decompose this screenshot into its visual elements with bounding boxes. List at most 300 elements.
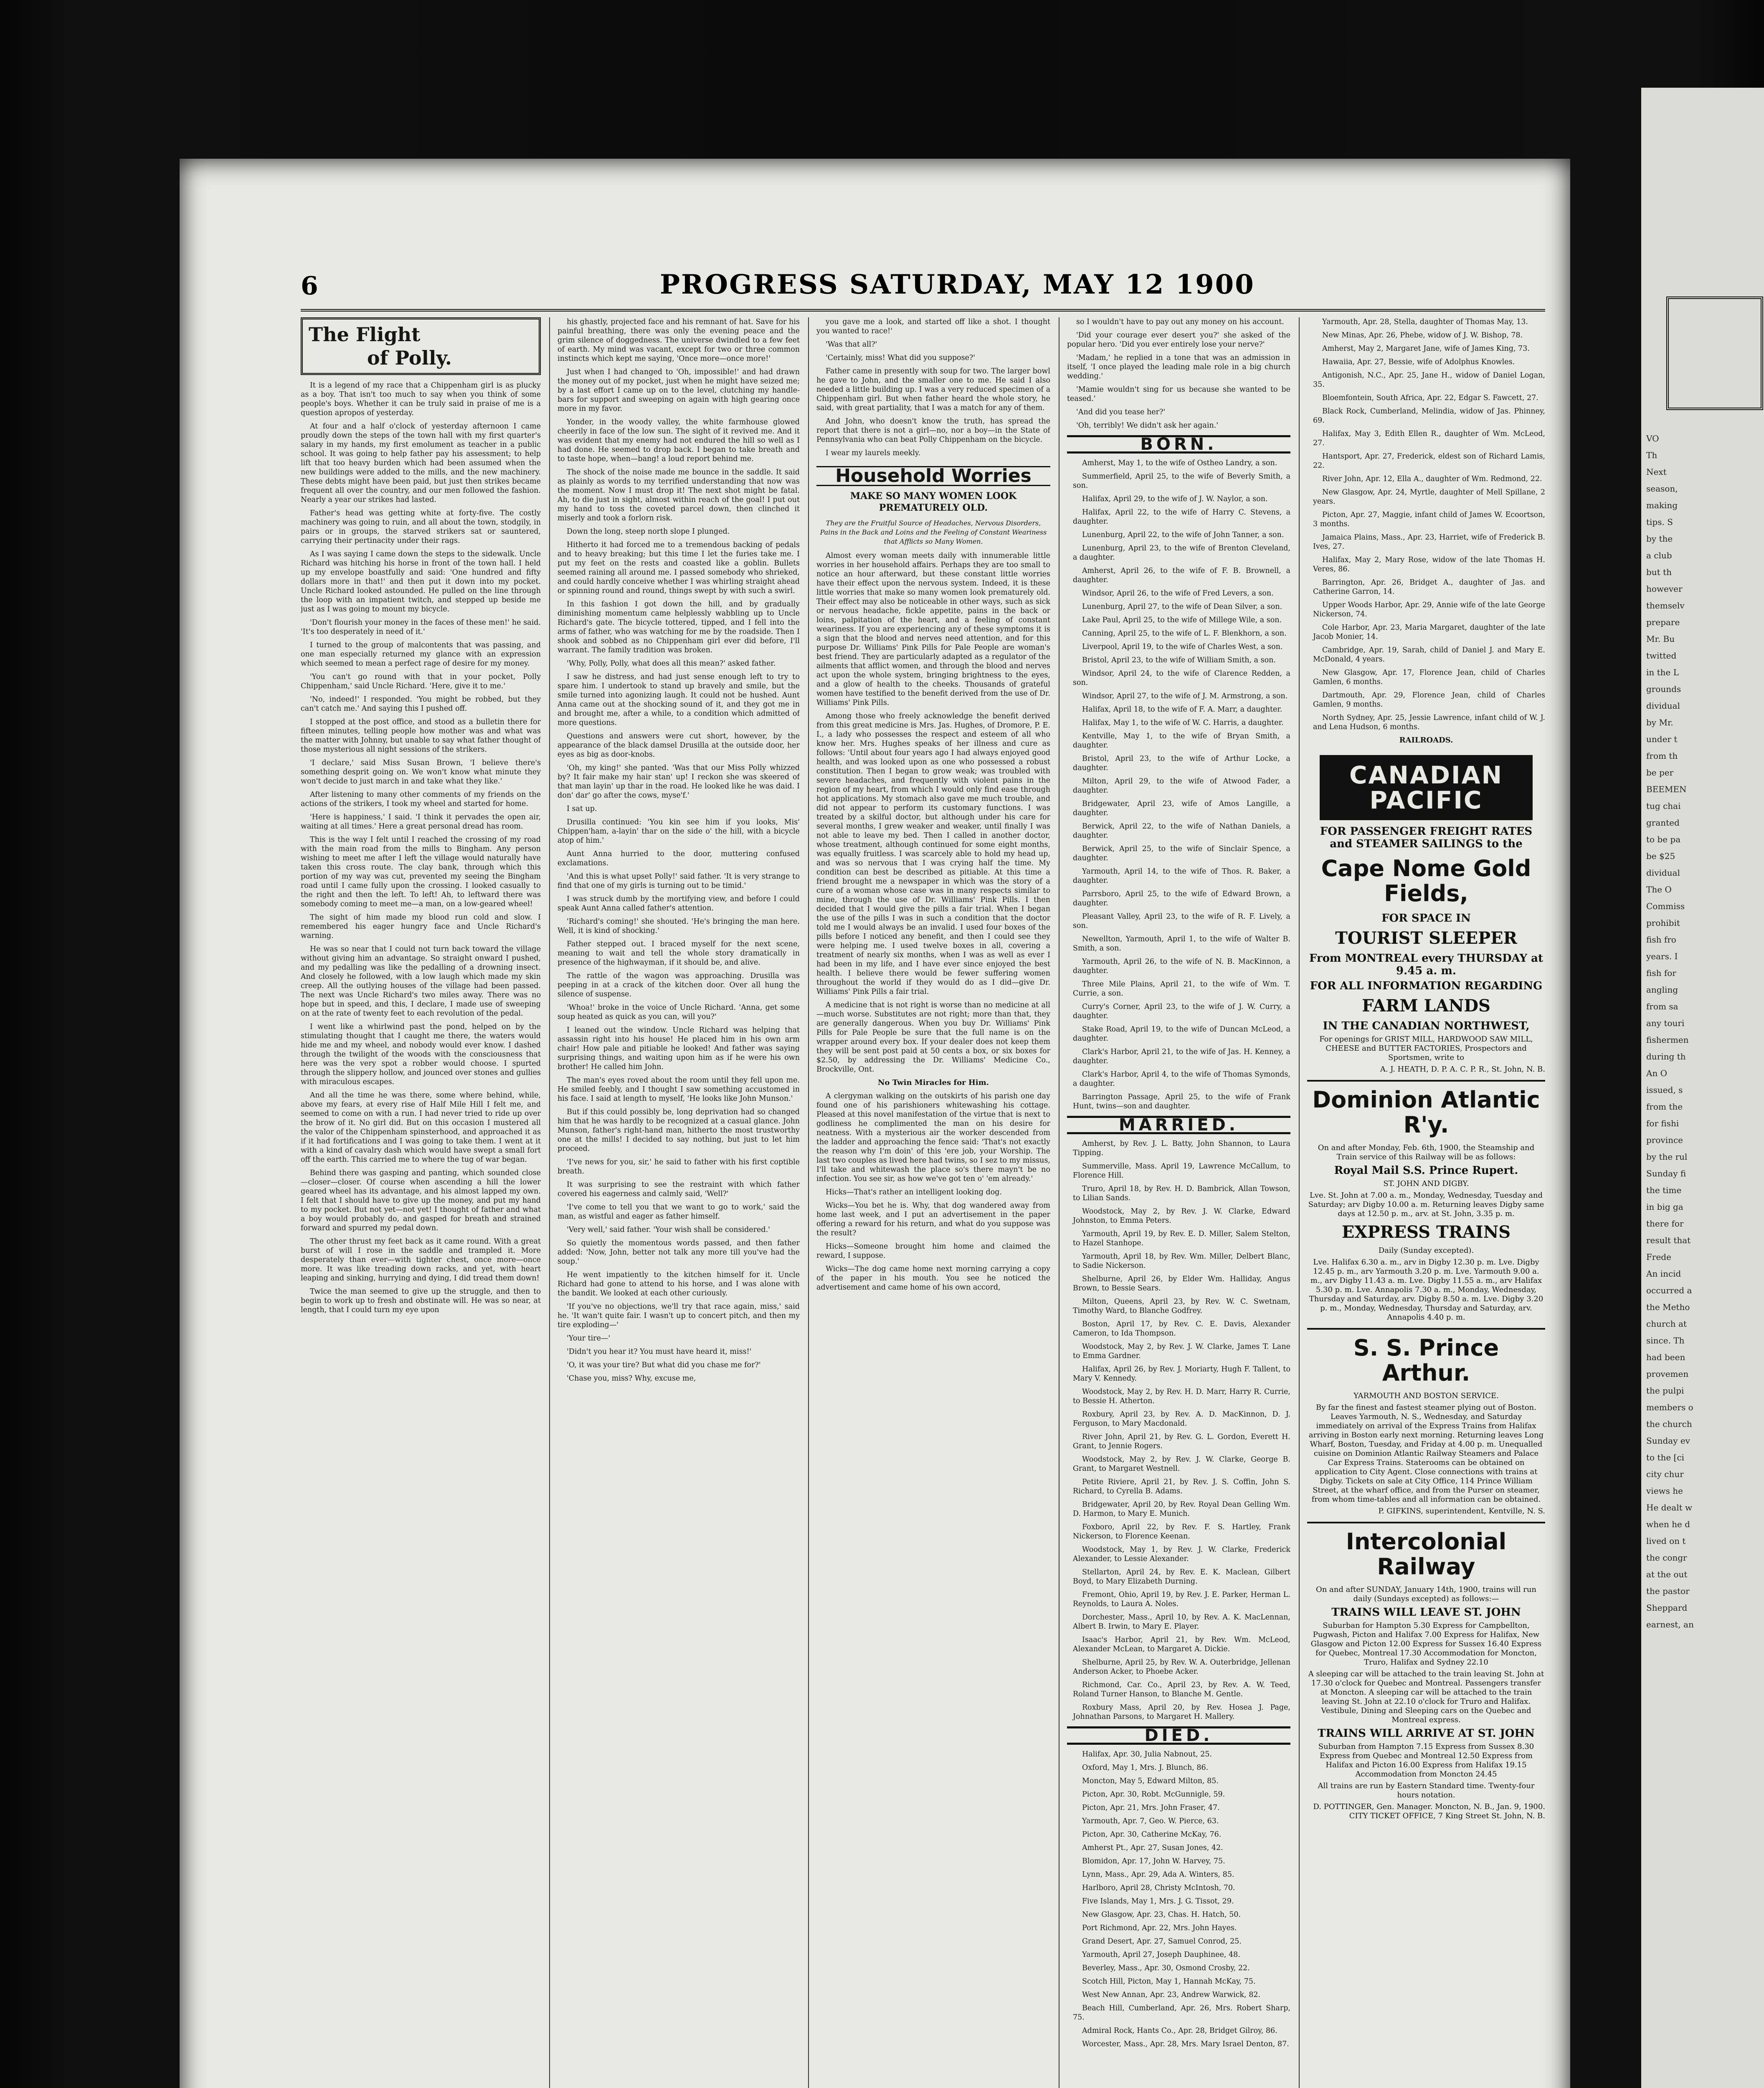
paragraph: 'Madam,' he replied in a tone that was an admission in itself, 'I once played the leading male role in a big church wedding.' (1067, 354, 1290, 380)
paragraph: 'Certainly, miss! What did you suppose?' (826, 354, 976, 362)
canadian-pacific-logo (1320, 755, 1533, 820)
icr-signature: D. POTTINGER, Gen. Manager. Moncton, N. B., Jan. 9, 1900. CITY TICKET OFFICE, 7 King Street St. John, N. B. (1313, 1802, 1545, 1820)
paragraph: And all the time he was there, some where behind, while, above my fears, at every rise of Half Mile Hill I felt me, and seemed to come on with a run. I had never tried to ride up over the brow of it. No girl did. But on this occasion I mustered all the valor of the Chippenham spinsterhood, and approached it as if it had fortifications and I was going to take them. I went at it with a kind of cavalry dash which would have swept a small fort off the earth. This carried me to where the tug of war began. (301, 1091, 541, 1164)
married-heading: MARRIED. (1067, 1116, 1290, 1134)
icr-intro: On and after SUNDAY, January 14th, 1900, trains will run daily (Sundays excepted) as follows:— (1315, 1585, 1537, 1603)
birth-notice: Windsor, April 27, to the wife of J. M. Armstrong, a son. (1082, 692, 1288, 700)
death-notice: Beverley, Mass., Apr. 30, Osmond Crosby, 22. (1082, 1964, 1250, 1972)
fragment-line: provemen (1646, 1369, 1689, 1379)
paragraph: Behind there was gasping and panting, which sounded close—closer—closer. Of course when ascending a hill the lower geared wheel has its advantage, and his almost lapped my own. I felt that I should have to give up the money, and put my hand to my pocket. But not yet—not yet! I thought of father and what a boy would probably do, and gasped for breath and strained forward and spurred my pedal down. (301, 1169, 541, 1232)
column-rule (549, 317, 550, 2088)
adjacent-page-fragment (1641, 88, 1764, 2088)
death-notice: Black Rock, Cumberland, Melindia, widow of Jas. Phinney, 69. (1313, 407, 1545, 425)
paragraph: 'O, it was your tire? But what did you chase me for?' (567, 1361, 761, 1369)
intercolonial-ad (1307, 1529, 1545, 1821)
fragment-line: result that (1646, 1235, 1691, 1245)
paragraph: The rattle of the wagon was approaching. Drusilla was peeping in at a crack of the kitchen door. Over all hung the silence of suspense. (558, 972, 800, 998)
dar-express-times: Lve. Halifax 6.30 a. m., arv in Digby 12.30 p. m. Lve. Digby 12.45 p. m., arv Yarmouth 3.20 p. m. Lve. Yarmouth 9.00 a. m., arv Digby 11.43 a. m. Lve. Digby 11.55 a. m., arv Halifax 5.30 p. m. Lve. Annapolis 7.30 a. m., Monday, Wednesday, Thursday and Saturday, arv. Digby 8.50 a. m. Lve. Digby 3.20 p. m., Monday, Wednesday, Thursday and Saturday, arv. Annapolis 4.40 p. m. (1309, 1258, 1544, 1322)
marriage-notice: Summerville, Mass. April 19, Lawrence McCallum, to Florence Hill. (1073, 1162, 1290, 1180)
fragment-line: from the (1646, 1102, 1683, 1112)
fragment-line: by Mr. (1646, 717, 1673, 727)
prince-arthur-text: By far the finest and fastest steamer plying out of Boston. Leaves Yarmouth, N. S., Wednesday, and Saturday immediately on arrival of the Express Trains from Halifax arriving in Boston early next morning. Returning leaves Long Wharf, Boston, Tuesday, and Friday at 4.00 p. m. Unequalled cuisine on Dominion Atlantic Railway Steamers and Palace Car Express Trains. Staterooms can be obtained on application to City Agent. Close connections with trains at Digby. Tickets on sale at City Office, 114 Prince William Street, at the wharf office, and from the Purser on steamer, from whom time-tables and all information can be obtained. (1308, 1403, 1544, 1504)
paragraph: Hicks—That's rather an intelligent looking dog. (826, 1188, 1002, 1196)
birth-notice: Three Mile Plains, April 21, to the wife of Wm. T. Currie, a son. (1073, 980, 1290, 998)
story-title-line1: The Flight (309, 323, 421, 346)
married-list (1067, 1139, 1290, 1721)
death-notice: Hantsport, Apr. 27, Frederick, eldest son of Richard Lamis, 22. (1313, 452, 1545, 470)
fragment-line: members o (1646, 1402, 1693, 1412)
birth-notice: Windsor, April 26, to the wife of Fred Levers, a son. (1082, 589, 1274, 598)
paragraph: Twice the man seemed to give up the struggle, and then to begin to work up to fresh and obstinate will. He was so near, at length, that I could turn my eye upon (301, 1287, 541, 1314)
cp-line5: IN THE CANADIAN NORTHWEST, (1323, 1020, 1530, 1032)
fragment-line: dividual (1646, 701, 1680, 711)
paragraph: 'If you've no objections, we'll try that race again, miss,' said he. 'It wan't quite fair. I wasn't up to concert pitch, and then my tire exploding—' (558, 1302, 800, 1329)
paragraph: I turned to the group of malcontents that was passing, and one man especially returned my glance with an expression which seemed to mean a perfect rage of desire for my money. (301, 641, 541, 668)
marriage-notice: Boston, April 17, by Rev. C. E. Davis, Alexander Cameron, to Ida Thompson. (1073, 1320, 1290, 1338)
fragment-line: to the [ci (1646, 1452, 1684, 1462)
fragment-line: the church (1646, 1419, 1692, 1429)
birth-notice: Yarmouth, April 14, to the wife of Thos. R. Baker, a daughter. (1073, 867, 1290, 885)
column-vital-records (1067, 317, 1290, 2088)
cp-line3: From MONTREAL every THURSDAY at 9.45 a. m. (1309, 952, 1543, 977)
death-notice: Barrington, Apr. 26, Bridget A., daughter of Jas. and Catherine Garron, 14. (1313, 578, 1545, 596)
death-notice: New Glasgow, Apr. 24, Myrtle, daughter of Mell Spillane, 2 years. (1313, 488, 1545, 506)
paragraph: In this fashion I got down the hill, and by gradually diminishing momentum came helplessly wabbling up to Uncle Richard's gate. The bicycle tottered, tipped, and I fell into the arms of father, who was watching for me by the roadside. Then I shook and sobbed as no Chippenham girl ever did before, I'll warrant. The family tradition was broken. (558, 600, 800, 654)
paragraph: Hitherto it had forced me to a tremendous backing of pedals and to heavy breaking; but this time I let the furies take me. I put my feet on the rests and coasted like a goblin. Bullets seemed raining all around me. I passed somebody who shrieked, and could hardly conceive whether I was whirling straight ahead or spinning round and round, things swept by with such a swirl. (558, 541, 800, 595)
paragraph: 'Your tire—' (567, 1334, 611, 1343)
prince-arthur-sub: YARMOUTH AND BOSTON SERVICE. (1353, 1391, 1499, 1400)
paragraph: I leaned out the window. Uncle Richard was helping that assassin right into his house! He placed him in his own arm chair! How pale and pitiable he looked! And father was saying surprising things, and waiting upon him as if he were his own brother! He called him John. (558, 1026, 800, 1071)
fragment-line: the pastor (1646, 1586, 1690, 1596)
paragraph: But if this could possibly be, long deprivation had so changed him that he was hardly to be recognized at a casual glance. John Munson, father's right-hand man, hitherto the most trustworthy one at the mills! I decided to say nothing, but just to let him proceed. (558, 1108, 800, 1153)
death-notice: New Minas, Apr. 26, Phebe, widow of J. W. Bishop, 78. (1322, 331, 1523, 340)
death-notice: Amherst, May 2, Margaret Jane, wife of James King, 73. (1322, 345, 1530, 353)
dar-times: Lve. St. John at 7.00 a. m., Monday, Wednesday, Tuesday and Saturday; arv Digby 10.00 a. m. Returning leaves Digby same days at 12.50 p. m., arv. at St. John, 3.35 p. m. (1308, 1191, 1544, 1218)
marriage-notice: Foxboro, April 22, by Rev. F. S. Hartley, Frank Nickerson, to Florence Keenan. (1073, 1523, 1290, 1541)
icr-arrive: TRAINS WILL ARRIVE AT ST. JOHN (1318, 1727, 1535, 1740)
fragment-line: however (1646, 584, 1683, 594)
paragraph: so I wouldn't have to pay out any money on his account. (1076, 318, 1284, 326)
marriage-notice: Dorchester, Mass., April 10, by Rev. A. K. MacLennan, Albert B. Irwin, to Mary E. Player. (1073, 1613, 1290, 1631)
marriage-notice: Stellarton, April 24, by Rev. E. K. Maclean, Gilbert Boyd, to Mary Elizabeth Durning. (1073, 1568, 1290, 1586)
fragment-line: BEEMEN (1646, 784, 1687, 794)
fragment-line: Commiss (1646, 901, 1685, 911)
cp-tourist-sleeper: TOURIST SLEEPER (1335, 928, 1517, 948)
household-worries-subtitle: MAKE SO MANY WOMEN LOOK PREMATURELY OLD. (850, 491, 1017, 513)
icr-note: All trains are run by Eastern Standard time. Twenty-four hours notation. (1318, 1781, 1535, 1799)
death-notice: Upper Woods Harbor, Apr. 29, Annie wife of the late George Nickerson, 74. (1313, 601, 1545, 618)
paragraph: And John, who doesn't know the truth, has spread the report that there is not a girl—no, nor a boy—in the State of Pennsylvania who can beat Polly Chippenham on the bicycle. (816, 417, 1050, 444)
paragraph: 'Very well,' said father. 'Your wish shall be considered.' (567, 1226, 770, 1234)
fragment-line: Frede (1646, 1252, 1671, 1262)
household-worries-body (816, 551, 1050, 1074)
paragraph: 'Richard's coming!' she shouted. 'He's bringing the man here. Well, it is kind of shocking.' (558, 917, 800, 935)
canadian-pacific-ad (1307, 755, 1545, 1074)
paragraph: So quietly the momentous words passed, and then father added: 'Now, John, better not talk any more till you've had the soup.' (558, 1239, 800, 1266)
death-notice: Amherst Pt., Apr. 27, Susan Jones, 42. (1082, 1844, 1223, 1852)
died-list (1067, 1750, 1290, 2049)
paragraph: Questions and answers were cut short, however, by the appearance of the black damsel Drusilla at the outside door, her eyes as big as door-knobs. (558, 732, 800, 759)
paragraph: This is the way I felt until I reached the crossing of my road with the main road from the mills to Bingham. Any person wishing to meet me after I left the village would naturally have taken this cross route. The clay bank, through which this portion of my way was cut, prevented my seeing the Bingham road until I came fully upon the crossing. I looked casually to the right and then the left. To left! Ah, to leftward there was somebody coming to meet me—a man, on a low-geared wheel! (301, 836, 541, 908)
fragment-line: prohibit (1646, 918, 1680, 928)
fragment-line: the congr (1646, 1553, 1687, 1563)
death-notice: River John, Apr. 12, Ella A., daughter of Wm. Redmond, 22. (1322, 475, 1542, 483)
paragraph: I saw he distress, and had just sense enough left to try to spare him. I undertook to stand up bravely and smile, but the smile turned into agonizing laugh. It could not be hushed. Aunt Anna came out at the shocking sound of it, and they got me in and brought me, after a while, to a condition which admitted of more questions. (558, 673, 800, 727)
paragraph: Almost every woman meets daily with innumerable little worries in her household affairs. Perhaps they are too small to notice an hour afterward, but these constant little worries have their effect upon the nervous system. Indeed, it is these little worries that make so many women look prematurely old. Their effect may also be noticeable in other ways, such as sick or nervous headache, fickle appetite, pains in the back or loins, palpitation of the heart, and a feeling of constant weariness. If you are experiencing any of these symptoms it is a sign that the blood and nerves need attention, and for this purpose Dr. Williams' Pink Pills for Pale People are woman's best friend. They are particularly adapted as a regulator of the ailments that afflict women, and through the blood and nerves act upon the whole system, bringing brightness to the eyes, and a glow of health to the cheeks. Thousands of grateful women have testified to the benefit derived from the use of Dr. Williams' Pink Pills. (816, 552, 1050, 707)
birth-notice: Summerfield, April 25, to the wife of Beverly Smith, a son. (1073, 472, 1290, 490)
death-notice: Picton, Apr. 21, Mrs. John Fraser, 47. (1082, 1804, 1220, 1812)
fragment-line: by the (1646, 534, 1673, 544)
paragraph: 'Oh, terribly! We didn't ask her again.' (1076, 421, 1219, 430)
paragraph: 'Chase you, miss? Why, excuse me, (567, 1374, 696, 1383)
paragraph: Father came in presently with soup for two. The larger bowl he gave to John, and the smaller one to me. He said I also needed a little building up. I was a very reduced specimen of a Chippenham girl. But when father heard the whole story, he said, with great partiality, that I was a match for any of them. (816, 367, 1050, 412)
paragraph: Just when I had changed to 'Oh, impossible!' and had drawn the money out of my pocket, just when he might have seized me; by a last effort I came up on to the level, clutching my handle-bars for support and sweeping on again with high gearing once more in my favor. (558, 368, 800, 413)
death-notice: Hawaiia, Apr. 27, Bessie, wife of Adolphus Knowles. (1322, 358, 1515, 366)
story-body-continued (558, 317, 800, 1383)
cp-line4: FOR ALL INFORMATION REGARDING (1310, 980, 1543, 992)
dar-express: EXPRESS TRAINS (1341, 1222, 1511, 1242)
paragraph: 'Mamie wouldn't sing for us because she wanted to be teased.' (1067, 385, 1290, 403)
fragment-line: the pulpi (1646, 1386, 1684, 1396)
deaths-continued (1307, 317, 1545, 732)
fragment-line: under t (1646, 734, 1678, 744)
fragment-line: church at (1646, 1319, 1687, 1329)
death-notice: Picton, Apr. 27, Maggie, infant child of James W. Ecoortson, 3 months. (1313, 511, 1545, 528)
death-notice: New Glasgow, Apr. 17, Florence Jean, child of Charles Gamlen, 6 months. (1313, 669, 1545, 686)
fragment-line: to be pa (1646, 834, 1681, 844)
death-notice: North Sydney, Apr. 25, Jessie Lawrence, infant child of W. J. and Lena Hudson, 6 months. (1313, 714, 1545, 731)
whitewash-title: No Twin Miracles for Him. (877, 1078, 989, 1087)
fragment-line: lived on t (1646, 1536, 1686, 1546)
fragment-line: province (1646, 1135, 1683, 1145)
fragment-line: years. I (1646, 951, 1678, 961)
fragment-line: in big ga (1646, 1202, 1683, 1212)
death-notice: Oxford, May 1, Mrs. J. Blunch, 86. (1082, 1764, 1209, 1772)
paragraph: 'And did you tease her?' (1076, 408, 1166, 416)
birth-notice: Amherst, April 26, to the wife of F. B. Brownell, a daughter. (1073, 567, 1290, 584)
masthead: PROGRESS SATURDAY, MAY 12 1900 (660, 269, 1255, 300)
fragment-line: An incid (1646, 1269, 1681, 1279)
paragraph: 'I've come to tell you that we want to go to work,' said the man, as wistful and eager as father himself. (558, 1203, 800, 1221)
fragment-line: the Metho (1646, 1302, 1690, 1312)
marriage-notice: Truro, April 18, by Rev. H. D. Bambrick, Allan Towson, to Lilian Sands. (1073, 1185, 1290, 1202)
fragment-line: issued, s (1646, 1085, 1683, 1095)
birth-notice: Lake Paul, April 25, to the wife of Millege Wile, a son. (1082, 616, 1282, 624)
fragment-line: be $25 (1646, 851, 1675, 861)
paragraph: 'I declare,' said Miss Susan Brown, 'I believe there's something desprit going on. We won't know what minute they won't decide to just march in and take what they like.' (301, 759, 541, 786)
marriage-notice: Woodstock, May 2, by Rev. J. W. Clarke, James T. Lane to Emma Gardner. (1073, 1343, 1290, 1360)
birth-notice: Halifax, April 22, to the wife of Harry C. Stevens, a daughter. (1073, 508, 1290, 526)
paragraph: Among those who freely acknowledge the benefit derived from this great medicine is Mrs. Jas. Hughes, of Dromore, P. E. I., a lady who possesses the respect and esteem of all who know her. Mrs. Hughes speaks of her illness and cure as follows: 'Until about four years ago I had always enjoyed good health, and was looked upon as one who possessed a robust constitution. Then I began to grow weak; was troubled with severe headaches, and frequently with violent pains in the region of my heart, from which I would only find ease through hot applications. My stomach also gave me much trouble, and did not appear to perform its customary functions. I was treated by a skilful doctor, but although under his care for several months, I grew weaker and weaker, until finally I was not able to leave my bed. Then I called in another doctor, whose treatment, although continued for some eight months, was equally fruitless. I was scarcely able to hold my head up, and was so nervous that I was crying half the time. My condition can best be described as pitiable. At this time a friend brought me a newspaper in which was the story of a cure of a woman whose case was in many respects similar to mine, through the use of Dr. Williams' Pink Pills. I then decided that I would give the pills a fair trial. When I began the use of the pills I was in such a condition that the doctor told me I would always be an invalid. I used four boxes of the pills before I noticed any benefit, and then I could see they were helping me. I used twelve boxes in all, covering a treatment of nearly six months, when I was as well as ever I had been in my life, and I have ever since enjoyed the best health. I believe there would be fewer suffering women throughout the world if they would do as I did—give Dr. Williams' Pink Pills a fair trial. (816, 712, 1050, 996)
marriage-notice: Bridgewater, April 20, by Rev. Royal Dean Gelling Wm. D. Harmon, to Mary E. Munich. (1073, 1500, 1290, 1518)
railroads-heading: RAILROADS. (1399, 736, 1453, 745)
death-notice: Cambridge, Apr. 19, Sarah, child of Daniel J. and Mary E. McDonald, 4 years. (1313, 646, 1545, 664)
fragment-line: VO (1646, 433, 1659, 443)
birth-notice: Stake Road, April 19, to the wife of Duncan McLeod, a daughter. (1073, 1025, 1290, 1043)
fragment-line: tips. S (1646, 517, 1673, 527)
paragraph: As I was saying I came down the steps to the sidewalk. Uncle Richard was hitching his horse in front of the town hall. I held up my envelope boastfully and said: 'One hundred and fifty dollars more in that!' and then put it down into my pocket. Uncle Richard looked astounded. He pulled on the line through the loop with an impatient twitch, and stepped up beside me just as I was going to mount my bicycle. (301, 550, 541, 613)
fragment-line: earnest, an (1646, 1619, 1694, 1629)
fragment-line: Sunday fi (1646, 1168, 1686, 1178)
dar-intro: On and after Monday, Feb. 6th, 1900, the Steamship and Train service of this Railway will be as follows: (1318, 1143, 1535, 1161)
paragraph: 'Why, Polly, Polly, what does all this mean?' asked father. (567, 659, 776, 668)
death-notice: Moncton, May 5, Edward Milton, 85. (1082, 1777, 1219, 1785)
column-railroads (1307, 317, 1545, 2088)
death-notice: Halifax, Apr. 30, Julia Nabnout, 25. (1082, 1750, 1212, 1759)
born-list (1067, 459, 1290, 1111)
paragraph: I sat up. (567, 805, 597, 813)
fragment-line: fishermen (1646, 1035, 1689, 1045)
birth-notice: Clark's Harbor, April 21, to the wife of Jas. H. Kenney, a daughter. (1073, 1048, 1290, 1065)
paragraph: It was surprising to see the restraint with which father covered his eagerness and calmly said, 'Well?' (558, 1181, 800, 1198)
household-worries-title: Household Worries (816, 466, 1050, 486)
marriage-notice: Halifax, April 26, by Rev. J. Moriarty, Hugh F. Tallent, to Mary V. Kennedy. (1073, 1365, 1290, 1383)
birth-notice: Windsor, April 24, to the wife of Clarence Redden, a son. (1073, 669, 1290, 687)
divider (1307, 1522, 1545, 1523)
death-notice: Picton, Apr. 30, Robt. McGunnigle, 59. (1082, 1790, 1225, 1799)
fragment-line: since. Th (1646, 1335, 1685, 1346)
fragment-line: the time (1646, 1185, 1682, 1195)
fragment-line: from sa (1646, 1001, 1678, 1011)
paragraph: Yonder, in the woody valley, the white farmhouse glowed cheerily in face of the low sun. The sight of it revived me. And it was evident that my enemy had not endured the hill so well as I had done. He seemed to drop back. I began to take breath and to taste hope, when—bang! a loud report behind me. (558, 418, 800, 463)
column-flight-of-polly (301, 317, 541, 2088)
fragment-line: dividual (1646, 868, 1680, 878)
fragment-line: views he (1646, 1486, 1683, 1496)
adjacent-page-text (1646, 430, 1755, 1633)
paragraph: It is a legend of my race that a Chippenham girl is as plucky as a boy. That isn't too much to say when you think of some people's boys. Whether it can be truly said in praise of me is a question apropos of yesterday. (301, 381, 541, 417)
paragraph: A clergyman walking on the outskirts of his parish one day found one of his parishioners whitewashing his cottage. Pleased at this novel manifestation of the virtue that is next to godliness he complimented the man on his desire for neatness. With a mysterious air the worker descended from the ladder and approaching the fence said: 'That's not exactly the reason why I'm doin' of this 'ere job, your Worship. The last two couples as lived here had twins, so I sez to my missus, I'll take and whitewash the place so's there mayn't be no infection. You see sir, as how we've got ten o' 'em already.' (816, 1092, 1050, 1183)
dar-express-sub: Daily (Sunday excepted). (1378, 1246, 1474, 1255)
marriage-notice: Yarmouth, April 18, by Rev. Wm. Miller, Delbert Blanc, to Sadie Nickerson. (1073, 1252, 1290, 1270)
paragraph: 'I've news for you, sir,' he said to father with his first coptible breath. (558, 1158, 800, 1176)
household-worries-deck: They are the Fruitful Source of Headaches, Nervous Disorders, Pains in the Back and Loins and the Feeling of Constant Weariness that Afflicts so Many Women. (820, 519, 1047, 545)
paragraph: 'Oh, my king!' she panted. 'Was that our Miss Polly whizzed by? It fair make my hair stan' up! I reckon she was skeered of that man layin' up thar in the road. He looked like he was daid. I don' dar' go after the cows, myse'f.' (558, 764, 800, 800)
death-notice: Admiral Rock, Hants Co., Apr. 28, Bridget Gilroy, 86. (1082, 2027, 1277, 2035)
paragraph: Down the long, steep north slope I plunged. (567, 527, 730, 536)
birth-notice: Lunenburg, April 23, to the wife of Brenton Cleveland, a daughter. (1073, 544, 1290, 562)
paragraph: 'Whoa!' broke in the voice of Uncle Richard. 'Anna, get some soup heated as quick as you can, will you?' (558, 1003, 800, 1021)
icr-arrive-text: Suburban from Hampton 7.15 Express from Sussex 8.30 Express from Quebec and Montreal 12.50 Express from Halifax and Picton 16.00 Express from Halifax 19.15 Accommodation from Moncton 24.45 (1318, 1742, 1534, 1779)
paragraph: At four and a half o'clock of yesterday afternoon I came proudly down the steps of the town hall with my first quarter's salary in my hands, my first emolument as teacher in a public school. It was going to help father pay his assessment; to help lift that too heavy burden which had been assumed when the new buildings were added to the mills, and the new machinery. These debts might have been paid, but just then strikes became frequent all over the country, and our men followed the fashion. Nearly a year our strikes had lasted. (301, 422, 541, 504)
paragraph: I stopped at the post office, and stood as a bulletin there for fifteen minutes, telling people how mother was and what was the matter with Johnny, but unable to say what father thought of those mysterious all night sessions of the strikers. (301, 718, 541, 754)
born-heading: BORN. (1067, 435, 1290, 454)
marriage-notice: Amherst, by Rev. J. L. Batty, John Shannon, to Laura Tipping. (1073, 1140, 1290, 1157)
death-notice: Antigonish, N.C., Apr. 25, Jane H., widow of Daniel Logan, 35. (1313, 371, 1545, 389)
prince-arthur-title: S. S. Prince Arthur. (1353, 1335, 1499, 1386)
paragraph: Father stepped out. I braced myself for the next scene, meaning to wait and tell the whole story dramatically in presence of the highwayman, if it should be, and alive. (558, 940, 800, 967)
paragraph: Aunt Anna hurried to the door, muttering confused exclamations. (558, 850, 800, 867)
fragment-line: prepare (1646, 617, 1680, 627)
paragraph: 'Did your courage ever desert you?' she asked of the popular hero. 'Did you ever entirely lose your nerve?' (1067, 331, 1290, 349)
fragment-line: Sunday ev (1646, 1436, 1690, 1446)
fragment-line: An O (1646, 1068, 1668, 1078)
marriage-notice: River John, April 21, by Rev. G. L. Gordon, Everett H. Grant, to Jennie Rogers. (1073, 1433, 1290, 1450)
paragraph: 'Here is happiness,' I said. 'I think it pervades the open air, waiting at all times.' Here a great personal dread has room. (301, 813, 541, 831)
died-heading: DIED. (1067, 1726, 1290, 1745)
death-notice: New Glasgow, Apr. 23, Chas. H. Hatch, 50. (1082, 1911, 1241, 1919)
fragment-line: fish fro (1646, 935, 1676, 945)
dar-steamer: Royal Mail S.S. Prince Rupert. (1334, 1164, 1518, 1177)
death-notice: Blomidon, Apr. 17, John W. Harvey, 75. (1082, 1857, 1225, 1865)
birth-notice: Amherst, May 1, to the wife of Ostheo Landry, a son. (1082, 459, 1277, 467)
divider (1307, 1328, 1545, 1330)
story-title-box (301, 317, 541, 375)
marriage-notice: Milton, Queens, April 23, by Rev. W. C. Swetnam, Timothy Ward, to Blanche Godfrey. (1073, 1297, 1290, 1315)
marriage-notice: Woodstock, May 2, by Rev. J. W. Clarke, Edward Johnston, to Emma Peters. (1073, 1207, 1290, 1225)
death-notice: Beach Hill, Cumberland, Apr. 26, Mrs. Robert Sharp, 75. (1073, 2004, 1290, 2022)
cp-signature: A. J. HEATH, D. P. A. C. P. R., St. John, N. B. (1380, 1065, 1545, 1074)
birth-notice: Liverpool, April 19, to the wife of Charles West, a son. (1082, 643, 1283, 651)
icr-leave: TRAINS WILL LEAVE ST. JOHN (1331, 1606, 1521, 1619)
birth-notice: Bridgewater, April 23, wife of Amos Langille, a daughter. (1073, 800, 1290, 817)
paragraph: I was struck dumb by the mortifying view, and before I could speak Aunt Anna called father's attention. (558, 895, 800, 912)
whitewash-body (816, 1092, 1050, 1292)
cp-farm-lands: FARM LANDS (1362, 996, 1490, 1016)
death-notice: Lynn, Mass., Apr. 29, Ada A. Winters, 85. (1082, 1870, 1234, 1879)
column-rule (1299, 317, 1300, 2088)
fragment-line: in the L (1646, 667, 1679, 677)
fragment-line: He dealt w (1646, 1503, 1693, 1513)
fragment-line: twitted (1646, 651, 1677, 661)
marriage-notice: Woodstock, May 2, by Rev. H. D. Marr, Harry R. Currie, to Bessie H. Atherton. (1073, 1388, 1290, 1405)
fragment-line: Th (1646, 450, 1658, 460)
death-notice: Worcester, Mass., Apr. 28, Mrs. Mary Israel Denton, 87. (1082, 2040, 1289, 2048)
fragment-line: a club (1646, 550, 1672, 560)
fragment-line: at the out (1646, 1569, 1688, 1579)
marriage-notice: Roxbury Mass, April 20, by Rev. Hosea J. Page, Johnathan Parsons, to Margaret H. Mallery. (1073, 1703, 1290, 1721)
jokes-top (1067, 317, 1290, 430)
birth-notice: Kentville, May 1, to the wife of Bryan Smith, a daughter. (1073, 732, 1290, 750)
paragraph: The man's eyes roved about the room until they fell upon me. He smiled feebly, and I thought I saw something accustomed in his face. I said at length to myself, 'He looks like John Munson.' (558, 1076, 800, 1103)
birth-notice: Halifax, May 1, to the wife of W. C. Harris, a daughter. (1082, 719, 1284, 727)
birth-notice: Lunenburg, April 22, to the wife of John Tanner, a son. (1082, 531, 1284, 539)
story-body (301, 381, 541, 1315)
birth-notice: Lunenburg, April 27, to the wife of Dean Silver, a son. (1082, 603, 1282, 611)
death-notice: Picton, Apr. 30, Catherine McKay, 76. (1082, 1830, 1222, 1839)
dar-route: ST. JOHN AND DIGBY. (1383, 1179, 1469, 1188)
prince-arthur-ad (1307, 1335, 1545, 1516)
column-rule (808, 317, 809, 2088)
birth-notice: Berwick, April 22, to the wife of Nathan Daniels, a daughter. (1073, 822, 1290, 840)
paragraph: his ghastly, projected face and his remnant of hat. Save for his painful breathing, there was only the evening peace and the grim silence of doggedness. The universe dwindled to a few feet of earth. My mind was vacant, except for two or three common instincts which kept me saying, 'Once more—once more!' (558, 318, 800, 363)
column-story-continued (558, 317, 800, 2088)
dar-title: Dominion Atlantic R'y. (1312, 1087, 1540, 1138)
death-notice: Halifax, May 3, Edith Ellen R., daughter of Wm. McLeod, 27. (1313, 430, 1545, 447)
marriage-notice: Roxbury, April 23, by Rev. A. D. MacKinnon, D. J. Ferguson, to Mary Macdonald. (1073, 1410, 1290, 1428)
cp-line1: FOR PASSENGER FREIGHT RATES and STEAMER SAILINGS to the (1320, 825, 1533, 850)
marriage-notice: Petite Riviere, April 21, by Rev. J. S. Coffin, John S. Richard, to Cyrella B. Adams. (1073, 1478, 1290, 1495)
paragraph: 'Was that all?' (826, 340, 877, 349)
cp-logo-line2: PACIFIC (1369, 786, 1483, 814)
paragraph: I wear my laurels meekly. (826, 449, 921, 457)
paragraph: 'Didn't you hear it? You must have heard it, miss!' (567, 1348, 752, 1356)
newspaper-page (180, 159, 1570, 2088)
story-ending (816, 317, 1050, 458)
paragraph: I went like a whirlwind past the pond, helped on by the stimulating thought that I caught me there, the waters would hide me and my wheel, and nobody would ever know. I dashed through the twilight of the woods with the consciousness that here was the very spot a robber would choose. I spurted through the slippery hollow, and jounced over stones and gullies with miraculous escapes. (301, 1023, 541, 1086)
birth-notice: Berwick, April 25, to the wife of Sinclair Spence, a daughter. (1073, 845, 1290, 862)
death-notice: Yarmouth, Apr. 28, Stella, daughter of Thomas May, 13. (1322, 318, 1528, 326)
paragraph: Drusilla continued: 'You kin see him if you looks, Mis' Chippen'ham, a-layin' thar on the side o' the hill, with a bicycle atop of him.' (558, 818, 800, 845)
fragment-line: for fishi (1646, 1118, 1679, 1128)
birth-notice: Halifax, April 29, to the wife of J. W. Naylor, a son. (1082, 495, 1268, 503)
birth-notice: Milton, April 29, to the wife of Atwood Fader, a daughter. (1073, 777, 1290, 795)
birth-notice: Bristol, April 23, to the wife of William Smith, a son. (1082, 656, 1276, 664)
adjacent-title-box (1666, 296, 1763, 410)
death-notice: Yarmouth, Apr. 7, Geo. W. Pierce, 63. (1082, 1817, 1219, 1825)
dominion-atlantic-ad (1307, 1087, 1545, 1322)
paragraph: Wicks—You bet he is. Why, that dog wandered away from home last week, and I put an advertisement in the paper offering a reward for his return, and what do you suppose was the result? (816, 1201, 1050, 1237)
marriage-notice: Richmond, Car. Co., April 23, by Rev. A. W. Teed, Roland Turner Hanson, to Blanche M. Gentle. (1073, 1681, 1290, 1698)
prince-arthur-signature: P. GIFKINS, superintendent, Kentville, N. S. (1378, 1507, 1545, 1515)
paragraph: Hicks—Someone brought him home and claimed the reward, I suppose. (816, 1242, 1050, 1260)
death-notice: Harlboro, April 28, Christy McIntosh, 70. (1082, 1884, 1235, 1892)
cp-line2: FOR SPACE IN (1381, 912, 1471, 925)
fragment-line: from th (1646, 751, 1678, 761)
paragraph: The shock of the noise made me bounce in the saddle. It said as plainly as words to my terrified understanding that now was the moment. Now I must drop it! The next shot might be fatal. Ah, to die just in sight, almost within reach of the goal! I put out my hand to toss the coveted parcel down, then clinched it miserly and took a forlorn risk. (558, 468, 800, 522)
marriage-notice: Woodstock, May 1, by Rev. J. W. Clarke, Frederick Alexander, to Lessie Alexander. (1073, 1546, 1290, 1563)
birth-notice: Curry's Corner, April 23, to the wife of J. W. Curry, a daughter. (1073, 1003, 1290, 1020)
birth-notice: Yarmouth, April 26, to the wife of N. B. MacKinnon, a daughter. (1073, 958, 1290, 975)
birth-notice: Canning, April 25, to the wife of L. F. Blenkhorn, a son. (1082, 629, 1287, 638)
page-header (301, 263, 1545, 312)
fragment-line: grounds (1646, 684, 1681, 694)
fragment-line: had been (1646, 1352, 1685, 1362)
paragraph: He went impatiently to the kitchen himself for it. Uncle Richard had gone to attend to his horse, and I was alone with the bandit. We looked at each other curiously. (558, 1271, 800, 1297)
birth-notice: Newellton, Yarmouth, April 1, to the wife of Walter B. Smith, a son. (1073, 935, 1290, 953)
paragraph: He was so near that I could not turn back toward the village without giving him an advantage. So straight onward I pushed, and my pedalling was like the pedalling of a drowning insect. And closely he followed, with a low laugh which made my skin creep. All the outlying houses of the village had been passed. The next was Uncle Richard's two miles away. There was no hope but in speed, and this, I declare, I made use of sweeping on at the rate of twenty feet to each revolution of the pedal. (301, 945, 541, 1018)
story-title-line2: of Polly. (367, 347, 452, 369)
death-notice: Bloemfontein, South Africa, Apr. 22, Edgar S. Fawcett, 27. (1322, 394, 1538, 402)
paragraph: 'Don't flourish your money in the faces of these men!' he said. 'It's too desperately in need of it.' (301, 618, 541, 636)
death-notice: Five Islands, May 1, Mrs. J. G. Tissot, 29. (1082, 1897, 1234, 1906)
fragment-line: during th (1646, 1052, 1686, 1062)
fragment-line: Next (1646, 467, 1667, 477)
birth-notice: Halifax, April 18, to the wife of F. A. Marr, a daughter. (1082, 705, 1282, 714)
cp-line6: For openings for GRIST MILL, HARDWOOD SAW MILL, CHEESE and BUTTER FACTORIES, Prospectors and Sportsmen, write to (1319, 1035, 1533, 1062)
fragment-line: The O (1646, 884, 1672, 894)
fragment-line: fish for (1646, 968, 1676, 978)
marriage-notice: Woodstock, May 2, by Rev. J. W. Clarke, George B. Grant, to Margaret Westnell. (1073, 1455, 1290, 1473)
divider (1307, 1080, 1545, 1082)
paragraph: The other thrust my feet back as it came round. With a great burst of will I rose in the saddle and trampled it. More desperately than ever—with tighter chest, once more—once more. It was like treading down racks, and yet, with heart leaping and sinking, hurrying and dying, I did tread them down! (301, 1237, 541, 1282)
marriage-notice: Yarmouth, April 19, by Rev. E. D. Miller, Salem Stelton, to Hazel Stanhope. (1073, 1230, 1290, 1247)
icr-leave-text: Suburban for Hampton 5.30 Express for Campbellton, Pugwash, Picton and Halifax 7.00 Express for Halifax, New Glasgow and Picton 12.00 Express for Sussex 16.40 Express for Quebec, Montreal 17.30 Accommodation for Moncton, Truro, Halifax and Sydney 22.10 (1310, 1621, 1542, 1667)
birth-notice: Parrsboro, April 25, to the wife of Edward Brown, a daughter. (1073, 890, 1290, 907)
marriage-notice: Fremont, Ohio, April 19, by Rev. J. E. Parker, Herman L. Reynolds, to Laura A. Noles. (1073, 1591, 1290, 1608)
death-notice: Scotch Hill, Picton, May 1, Hannah McKay, 75. (1082, 1977, 1256, 1986)
fragment-line: granted (1646, 818, 1680, 828)
cp-logo-line1: CANADIAN (1349, 761, 1503, 789)
fragment-line: any touri (1646, 1018, 1685, 1028)
fragment-line: city chur (1646, 1469, 1684, 1479)
marriage-notice: Shelburne, April 26, by Elder Wm. Halliday, Angus Brown, to Bessie Sears. (1073, 1275, 1290, 1292)
marriage-notice: Isaac's Harbor, April 21, by Rev. Wm. McLeod, Alexander McLean, to Margaret A. Dickie. (1073, 1636, 1290, 1653)
marriage-notice: Shelburne, April 25, by Rev. W. A. Outerbridge, Jellenan Anderson Acker, to Phoebe Acker. (1073, 1658, 1290, 1676)
death-notice: Port Richmond, Apr. 22, Mrs. John Hayes. (1082, 1924, 1237, 1932)
death-notice: Yarmouth, April 27, Joseph Dauphinee, 48. (1082, 1951, 1240, 1959)
paragraph: Wicks—The dog came home next morning carrying a copy of the paper in his mouth. You see he noticed the advertisement and came home of his own accord, (816, 1265, 1050, 1292)
fragment-line: angling (1646, 985, 1678, 995)
icr-title: Intercolonial Railway (1346, 1528, 1507, 1580)
death-notice: Dartmouth, Apr. 29, Florence Jean, child of Charles Gamlen, 9 months. (1313, 691, 1545, 709)
birth-notice: Clark's Harbor, April 4, to the wife of Thomas Symonds, a daughter. (1073, 1070, 1290, 1088)
cp-cape-nome: Cape Nome Gold Fields, (1321, 855, 1531, 907)
fragment-line: tug chai (1646, 801, 1681, 811)
paragraph: 'You can't go round with that in your pocket, Polly Chippenham,' said Uncle Richard. 'Here, give it to me.' (301, 673, 541, 690)
column-household (816, 317, 1050, 2088)
paragraph: After listening to many other comments of my friends on the actions of the strikers, I took my wheel and started for home. (301, 791, 541, 808)
fragment-line: occurred a (1646, 1285, 1692, 1295)
